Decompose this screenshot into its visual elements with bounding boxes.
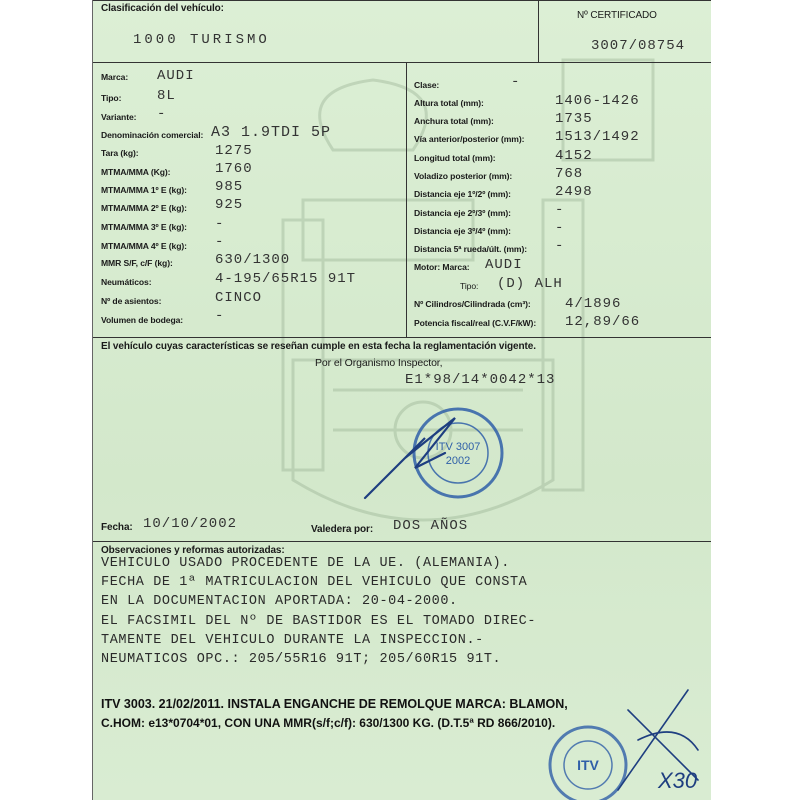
field-value-anchura: 1735 <box>555 111 593 127</box>
field-label-neumaticos: Neumáticos: <box>101 277 152 287</box>
field-value-marca: AUDI <box>157 68 195 84</box>
compliance-statement: El vehículo cuyas características se reseñan cumple en esta fecha la reglamentación vigente. <box>101 341 536 352</box>
field-value-mtma: 1760 <box>215 161 253 177</box>
field-label-eje-1-2: Distancia eje 1º/2º (mm): <box>414 189 511 199</box>
field-label-asientos: Nº de asientos: <box>101 296 162 306</box>
field-label-mmr: MMR S/F, c/F (kg): <box>101 258 173 268</box>
field-label-mtma-4e: MTMA/MMA 4º E (kg): <box>101 241 187 251</box>
field-label-voladizo: Voladizo posterior (mm): <box>414 171 513 181</box>
field-label-marca: Marca: <box>101 72 129 82</box>
field-label-quinta-rueda: Distancia 5ª rueda/últ. (mm): <box>414 244 527 254</box>
observacion-line: VEHICULO USADO PROCEDENTE DE LA UE. (ALEMANIA). <box>101 556 510 571</box>
field-label-mtma-3e: MTMA/MMA 3º E (kg): <box>101 222 187 232</box>
observacion-line: EL FACSIMIL DEL Nº DE BASTIDOR ES EL TOMADO DIREC- <box>101 614 537 629</box>
observacion-line: EN LA DOCUMENTACION APORTADA: 20-04-2000. <box>101 594 458 609</box>
field-value-tara: 1275 <box>215 143 253 159</box>
field-label-anchura: Anchura total (mm): <box>414 116 494 126</box>
field-label-via: Vía anterior/posterior (mm): <box>414 134 525 144</box>
inspector-label: Por el Organismo Inspector, <box>315 357 443 369</box>
itv-reform-line: ITV 3003. 21/02/2011. INSTALA ENGANCHE DE REMOLQUE MARCA: BLAMON, <box>101 697 568 711</box>
field-value-asientos: CINCO <box>215 290 263 306</box>
field-value-eje-1-2: 2498 <box>555 184 593 200</box>
valedera-value: DOS AÑOS <box>393 518 469 534</box>
field-label-mtma-2e: MTMA/MMA 2º E (kg): <box>101 203 187 213</box>
field-value-mtma-3e: - <box>215 216 225 232</box>
field-value-tipo: 8L <box>157 88 176 104</box>
homologation-number: E1*98/14*0042*13 <box>405 372 556 388</box>
field-value-mtma-1e: 985 <box>215 179 244 195</box>
observacion-line: FECHA DE 1ª MATRICULACION DEL VEHICULO QUE CONSTA <box>101 575 528 590</box>
observaciones-label: Observaciones y reformas autorizadas: <box>101 545 285 556</box>
field-value-bodega: - <box>215 308 225 324</box>
valedera-label: Valedera por: <box>311 524 374 535</box>
field-label-denominacion: Denominación comercial: <box>101 130 204 140</box>
field-value-mtma-2e: 925 <box>215 197 244 213</box>
field-label-eje-3-4: Distancia eje 3º/4º (mm): <box>414 226 511 236</box>
field-value-motor-marca: AUDI <box>485 257 523 273</box>
vehicle-certificate-document <box>92 0 711 800</box>
field-value-eje-3-4: - <box>555 220 565 236</box>
field-value-potencia: 12,89/66 <box>565 314 641 330</box>
signature <box>355 398 495 508</box>
field-value-cilindros: 4/1896 <box>565 296 622 312</box>
field-label-cilindros: Nº Cilindros/Cilindrada (cm³): <box>414 299 531 309</box>
field-value-voladizo: 768 <box>555 166 584 182</box>
field-value-via: 1513/1492 <box>555 129 640 145</box>
field-label-motor-tipo: Tipo: <box>460 281 479 291</box>
field-value-longitud: 4152 <box>555 148 593 164</box>
observacion-line: TAMENTE DEL VEHICULO DURANTE LA INSPECCION.- <box>101 633 484 648</box>
certificado-label: Nº CERTIFICADO <box>577 10 657 21</box>
certificado-value: 3007/08754 <box>591 38 686 54</box>
field-label-longitud: Longitud total (mm): <box>414 153 496 163</box>
clasificacion-label: Clasificación del vehículo: <box>101 3 224 14</box>
field-value-altura: 1406-1426 <box>555 93 640 109</box>
stamp-center-line2: 2002 <box>445 455 471 467</box>
field-label-potencia: Potencia fiscal/real (C.V.F/kW): <box>414 318 537 328</box>
field-value-eje-2-3: - <box>555 202 565 218</box>
field-value-neumaticos: 4-195/65R15 91T <box>215 271 357 287</box>
field-label-bodega: Volumen de bodega: <box>101 315 184 325</box>
itv-stamp-text: ITV <box>577 757 599 773</box>
field-label-motor-marca: Motor: Marca: <box>414 262 470 272</box>
field-label-altura: Altura total (mm): <box>414 98 484 108</box>
field-label-tipo: Tipo: <box>101 93 122 103</box>
field-label-eje-2-3: Distancia eje 2º/3º (mm): <box>414 208 511 218</box>
field-value-clase: - <box>511 74 521 90</box>
fecha-value: 10/10/2002 <box>143 516 238 532</box>
observacion-line: NEUMATICOS OPC.: 205/55R16 91T; 205/60R15 91T. <box>101 652 502 667</box>
field-value-mmr: 630/1300 <box>215 252 291 268</box>
field-value-motor-tipo: (D) ALH <box>497 276 563 292</box>
field-value-quinta-rueda: - <box>555 238 565 254</box>
field-value-variante: - <box>157 106 167 122</box>
field-value-mtma-4e: - <box>215 234 225 250</box>
field-label-tara: Tara (kg): <box>101 148 139 158</box>
field-value-denominacion: A3 1.9TDI 5P <box>211 124 332 141</box>
clasificacion-value: 1000 TURISMO <box>133 32 270 48</box>
field-label-clase: Clase: <box>414 80 440 90</box>
fecha-label: Fecha: <box>101 522 133 533</box>
handwritten-signature <box>598 680 708 800</box>
field-label-mtma: MTMA/MMA (Kg): <box>101 167 171 177</box>
itv-reform-line: C.HOM: e13*0704*01, CON UNA MMR(s/f;c/f): 630/1300 KG. (D.T.5ª RD 866/2010). <box>101 716 556 730</box>
stamp-center-line1: ITV 3007 <box>435 441 481 453</box>
handwritten-mark: X30 <box>658 768 698 793</box>
field-label-variante: Variante: <box>101 112 137 122</box>
field-label-mtma-1e: MTMA/MMA 1º E (kg): <box>101 185 187 195</box>
